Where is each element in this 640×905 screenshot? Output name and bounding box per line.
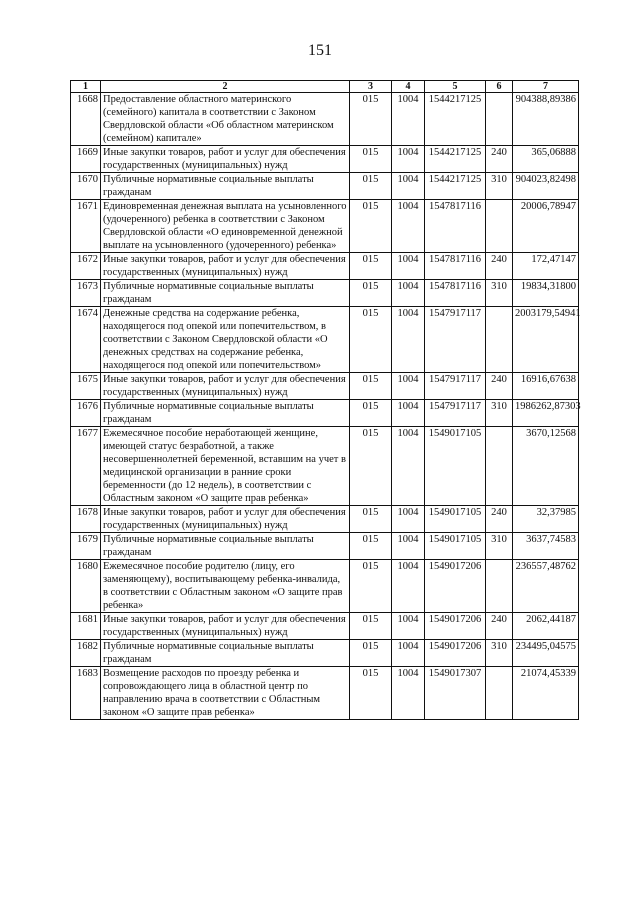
header-col-3: 3 [350,81,392,93]
row-expense-type [486,667,513,720]
row-section-code: 1004 [392,173,425,200]
row-target-code: 1549017206 [425,640,486,667]
row-expense-type [486,200,513,253]
row-number: 1670 [71,173,101,200]
row-target-code: 1549017307 [425,667,486,720]
row-name: Денежные средства на содержание ребенка, находящегося под опекой или попечительством, в соответствии с Законом Свердловской области «О денежных средствах на содержание ребенка, находящегося под опекой или попечительством» [101,307,350,373]
row-target-code: 1544217125 [425,173,486,200]
row-expense-type: 310 [486,173,513,200]
row-number: 1675 [71,373,101,400]
row-section-code: 1004 [392,400,425,427]
row-name: Ежемесячное пособие неработающей женщине, имеющей статус безработной, а также несовершеннолетней беременной, вставшим на учет в медицинской организации в ранние сроки беременности (до 12 недель), в соответствии с Областным законом «О защите прав ребенка» [101,427,350,506]
table-row [71,173,579,200]
row-expense-type [486,93,513,146]
row-ministry-code: 015 [350,146,392,173]
row-section-code: 1004 [392,307,425,373]
table-row [71,613,579,640]
row-section-code: 1004 [392,280,425,307]
row-target-code: 1547817116 [425,280,486,307]
row-name: Публичные нормативные социальные выплаты гражданам [101,400,350,427]
row-section-code: 1004 [392,93,425,146]
row-ministry-code: 015 [350,173,392,200]
row-ministry-code: 015 [350,506,392,533]
row-section-code: 1004 [392,560,425,613]
row-amount: 3637,74583 [513,533,579,560]
row-ministry-code: 015 [350,400,392,427]
table-row [71,200,579,253]
table-row [71,506,579,533]
row-target-code: 1549017105 [425,533,486,560]
row-number: 1669 [71,146,101,173]
row-ministry-code: 015 [350,640,392,667]
row-amount: 20006,78947 [513,200,579,253]
row-target-code: 1547917117 [425,307,486,373]
page-number: 151 [308,42,332,59]
row-ministry-code: 015 [350,93,392,146]
row-target-code: 1544217125 [425,93,486,146]
row-amount: 32,37985 [513,506,579,533]
row-ministry-code: 015 [350,307,392,373]
row-name: Иные закупки товаров, работ и услуг для обеспечения государственных (муниципальных) нужд [101,506,350,533]
row-expense-type: 310 [486,640,513,667]
table-row [71,427,579,506]
row-section-code: 1004 [392,667,425,720]
row-expense-type: 310 [486,280,513,307]
row-amount: 236557,48762 [513,560,579,613]
header-col-1: 1 [71,81,101,93]
row-expense-type [486,307,513,373]
row-number: 1679 [71,533,101,560]
row-number: 1668 [71,93,101,146]
row-ministry-code: 015 [350,533,392,560]
row-name: Ежемесячное пособие родителю (лицу, его заменяющему), воспитывающему ребенка-инвалида, в соответствии с Областным законом «О защите прав ребенка» [101,560,350,613]
row-ministry-code: 015 [350,200,392,253]
row-target-code: 1549017105 [425,506,486,533]
row-target-code: 1544217125 [425,146,486,173]
table-row [71,253,579,280]
row-name: Публичные нормативные социальные выплаты гражданам [101,533,350,560]
row-number: 1676 [71,400,101,427]
row-target-code: 1547917117 [425,400,486,427]
row-number: 1683 [71,667,101,720]
table-row [71,280,579,307]
row-amount: 365,06888 [513,146,579,173]
row-section-code: 1004 [392,146,425,173]
row-number: 1671 [71,200,101,253]
table-row [71,93,579,146]
row-name: Иные закупки товаров, работ и услуг для обеспечения государственных (муниципальных) нужд [101,253,350,280]
row-target-code: 1547817116 [425,253,486,280]
header-col-5: 5 [425,81,486,93]
table-row [71,373,579,400]
row-expense-type: 310 [486,400,513,427]
row-amount: 3670,12568 [513,427,579,506]
row-section-code: 1004 [392,613,425,640]
row-ministry-code: 015 [350,667,392,720]
row-amount: 1986262,87303 [513,400,579,427]
row-section-code: 1004 [392,427,425,506]
row-name: Публичные нормативные социальные выплаты гражданам [101,280,350,307]
row-name: Иные закупки товаров, работ и услуг для обеспечения государственных (муниципальных) нужд [101,373,350,400]
table-row [71,307,579,373]
table-row [71,560,579,613]
row-ministry-code: 015 [350,560,392,613]
row-amount: 904023,82498 [513,173,579,200]
row-expense-type [486,427,513,506]
row-amount: 2062,44187 [513,613,579,640]
row-ministry-code: 015 [350,280,392,307]
row-section-code: 1004 [392,373,425,400]
table-row [71,640,579,667]
table-row [71,400,579,427]
row-name: Возмещение расходов по проезду ребенка и сопровождающего лица в областной центр по направлению врача в соответствии с Областным законом «О защите прав ребенка» [101,667,350,720]
row-target-code: 1549017206 [425,613,486,640]
row-number: 1677 [71,427,101,506]
header-col-6: 6 [486,81,513,93]
header-col-2: 2 [101,81,350,93]
row-amount: 21074,45339 [513,667,579,720]
row-expense-type: 240 [486,146,513,173]
row-name: Публичные нормативные социальные выплаты гражданам [101,640,350,667]
table-row [71,667,579,720]
row-name: Иные закупки товаров, работ и услуг для обеспечения государственных (муниципальных) нужд [101,613,350,640]
row-target-code: 1547917117 [425,373,486,400]
row-ministry-code: 015 [350,373,392,400]
row-expense-type: 240 [486,506,513,533]
row-amount: 234495,04575 [513,640,579,667]
row-number: 1678 [71,506,101,533]
row-section-code: 1004 [392,200,425,253]
row-target-code: 1549017105 [425,427,486,506]
row-amount: 172,47147 [513,253,579,280]
row-name: Единовременная денежная выплата на усыновленного (удочеренного) ребенка в соответствии с Законом Свердловской области «О единовременной денежной выплате на усыновленного (удочеренного) ребенка» [101,200,350,253]
row-name: Иные закупки товаров, работ и услуг для обеспечения государственных (муниципальных) нужд [101,146,350,173]
header-col-7: 7 [513,81,579,93]
row-target-code: 1547817116 [425,200,486,253]
budget-table [70,80,579,720]
row-expense-type: 310 [486,533,513,560]
row-ministry-code: 015 [350,427,392,506]
header-col-4: 4 [392,81,425,93]
table-row [71,146,579,173]
row-section-code: 1004 [392,533,425,560]
row-expense-type: 240 [486,373,513,400]
row-expense-type: 240 [486,253,513,280]
row-name: Предоставление областного материнского (семейного) капитала в соответствии с Законом Свердловской области «Об областном материнском (семейном) капитале» [101,93,350,146]
row-ministry-code: 015 [350,253,392,280]
row-section-code: 1004 [392,506,425,533]
row-section-code: 1004 [392,640,425,667]
row-amount: 904388,89386 [513,93,579,146]
row-number: 1672 [71,253,101,280]
header-row [71,81,579,93]
row-number: 1673 [71,280,101,307]
table-row [71,533,579,560]
row-expense-type [486,560,513,613]
row-amount: 16916,67638 [513,373,579,400]
row-number: 1680 [71,560,101,613]
row-target-code: 1549017206 [425,560,486,613]
row-amount: 19834,31800 [513,280,579,307]
row-number: 1682 [71,640,101,667]
row-section-code: 1004 [392,253,425,280]
row-number: 1674 [71,307,101,373]
row-name: Публичные нормативные социальные выплаты гражданам [101,173,350,200]
row-amount: 2003179,54941 [513,307,579,373]
row-number: 1681 [71,613,101,640]
row-ministry-code: 015 [350,613,392,640]
row-expense-type: 240 [486,613,513,640]
